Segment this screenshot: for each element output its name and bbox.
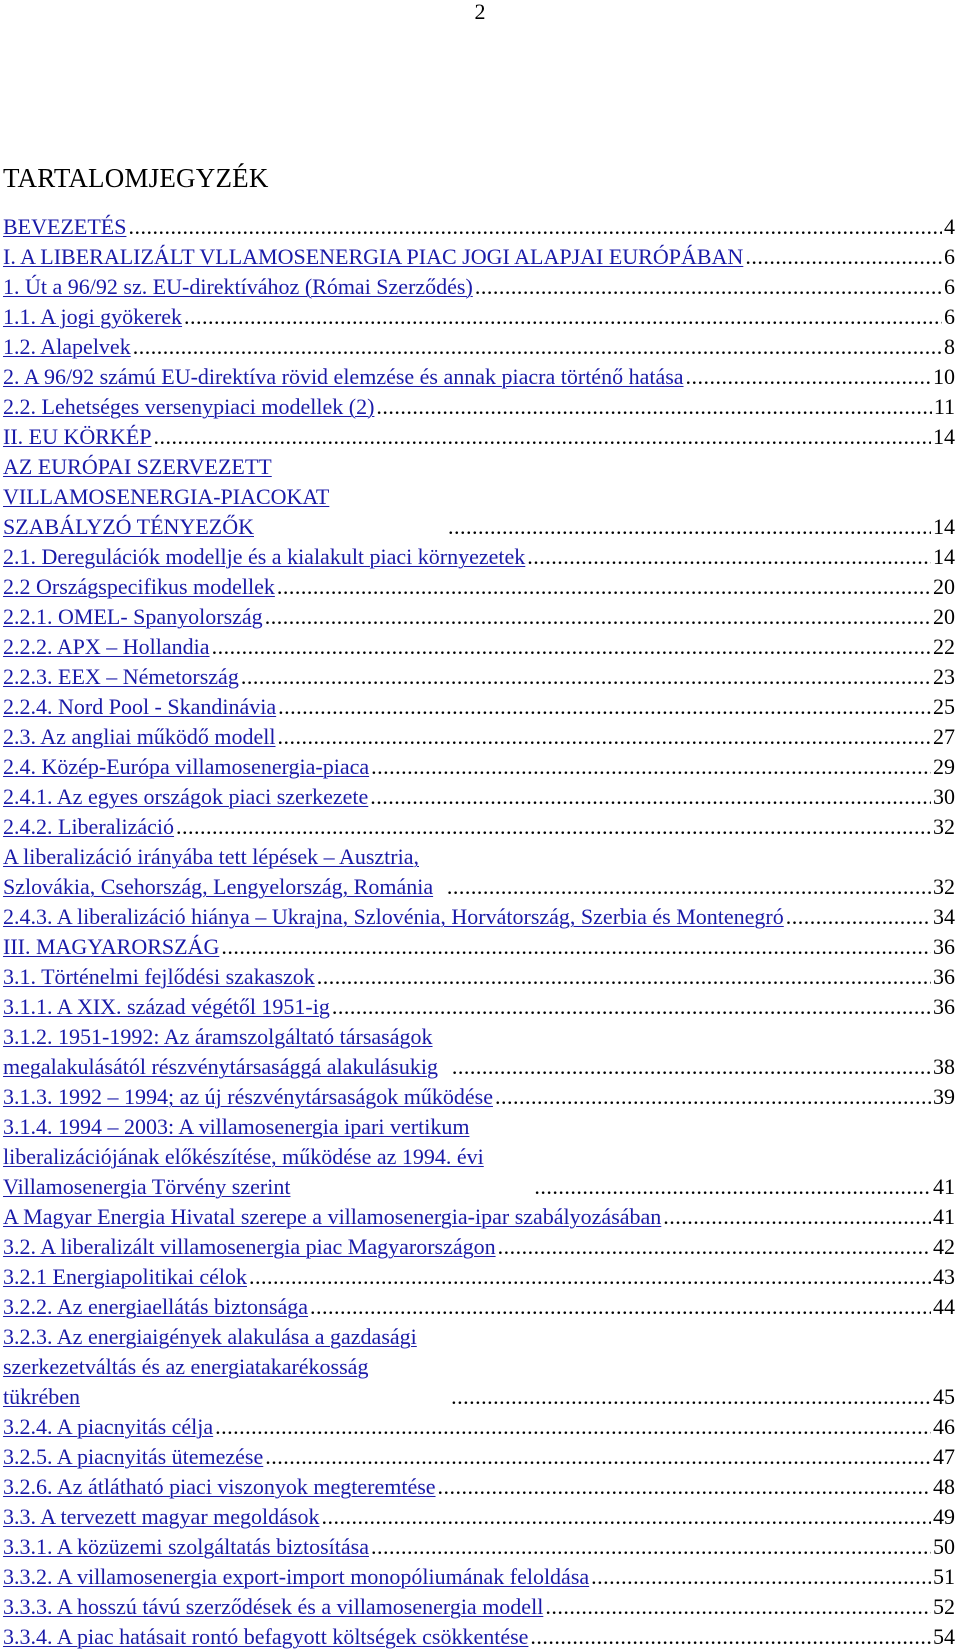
toc-entry — [3, 362, 955, 392]
toc-entry — [3, 722, 955, 752]
toc-entry-link[interactable]: 3.2.2. Az energiaellátás biztonsága — [3, 1294, 309, 1319]
toc-page-number: 32 — [933, 874, 955, 899]
toc-dot-leader — [133, 332, 942, 362]
toc-dot-leader — [530, 1622, 931, 1652]
toc-page-number: 22 — [933, 634, 955, 659]
toc-page-number: 8 — [944, 334, 955, 359]
toc-entry-link[interactable]: A liberalizáció irányába tett lépések – Ausztria, Szlovákia, Csehország, Lengyelország, Románia — [3, 844, 434, 899]
toc-dot-leader — [591, 1562, 931, 1592]
toc-entry-link[interactable]: 3.2.3. Az energiaigények alakulása a gazdasági szerkezetváltás és az energiatakarékosság tükrében — [3, 1324, 417, 1409]
toc-page-number: 11 — [933, 394, 955, 419]
toc-dot-leader — [221, 932, 931, 962]
toc-entry — [3, 572, 955, 602]
toc-entry — [3, 782, 955, 812]
toc-dot-leader — [545, 1592, 931, 1622]
toc-entry — [3, 602, 955, 632]
toc-dot-leader — [686, 362, 931, 392]
toc-entry — [3, 1412, 955, 1442]
toc-entry-link[interactable]: 1.2. Alapelvek — [3, 334, 131, 359]
toc-page-number: 41 — [933, 1204, 955, 1229]
toc-entry-link[interactable]: 2.2.2. APX – Hollandia — [3, 634, 210, 659]
toc-dot-leader — [184, 302, 942, 332]
toc-dot-leader — [310, 1292, 931, 1322]
toc-entry — [3, 1592, 955, 1622]
toc-entry-link[interactable]: 3.2.5. A piacnyitás ütemezése — [3, 1444, 264, 1469]
toc-page-number: 10 — [933, 364, 955, 389]
toc-dot-leader — [438, 1472, 931, 1502]
toc-entry — [3, 392, 955, 422]
toc-entry-link[interactable]: 2.2 Országspecifikus modellek — [3, 574, 275, 599]
toc-page-number: 6 — [944, 304, 955, 329]
toc-entry-link[interactable]: 2.4.2. Liberalizáció — [3, 814, 175, 839]
toc-page-number: 6 — [944, 274, 955, 299]
toc-entry — [3, 1442, 955, 1472]
toc-dot-leader — [241, 662, 931, 692]
toc-entry-link[interactable]: 2.4. Közép-Európa villamosenergia-piaca — [3, 754, 370, 779]
toc-page-number: 6 — [944, 244, 955, 269]
toc-dot-leader — [663, 1202, 931, 1232]
toc-entry-link[interactable]: AZ EURÓPAI SZERVEZETT VILLAMOSENERGIA-PIACOKAT SZABÁLYZÓ TÉNYEZŐK — [3, 454, 330, 539]
toc-entry — [3, 752, 955, 782]
toc-dot-leader — [745, 242, 942, 272]
toc-entry — [3, 1622, 955, 1652]
toc-entry — [3, 1202, 955, 1232]
toc-entry-link[interactable]: 2.1. Deregulációk modellje és a kialakult piaci környezetek — [3, 544, 526, 569]
toc-page-number: 32 — [933, 814, 955, 839]
toc-entry — [3, 542, 955, 572]
toc-dot-leader — [534, 1172, 931, 1202]
toc-page-number: 46 — [933, 1414, 955, 1439]
toc-dot-leader — [277, 572, 931, 602]
toc-entry — [3, 692, 955, 722]
toc-dot-leader — [451, 1382, 931, 1412]
toc-page-number: 36 — [933, 934, 955, 959]
toc-page-number: 14 — [933, 544, 955, 569]
toc-dot-leader — [475, 272, 942, 302]
toc-page-number: 36 — [933, 994, 955, 1019]
toc-page-number: 36 — [933, 964, 955, 989]
toc-page-number: 30 — [933, 784, 955, 809]
toc-page-number: 42 — [933, 1234, 955, 1259]
toc-entry — [3, 842, 955, 902]
toc-entry — [3, 932, 955, 962]
toc-page-number: 38 — [933, 1054, 955, 1079]
toc-dot-leader — [447, 872, 931, 902]
toc-entry — [3, 1292, 955, 1322]
toc-entry — [3, 962, 955, 992]
toc-dot-leader — [376, 392, 931, 422]
toc-entry-link[interactable]: 3.3.3. A hosszú távú szerződések és a villamosenergia modell — [3, 1594, 544, 1619]
toc-dot-leader — [371, 752, 931, 782]
toc-page-number: 50 — [933, 1534, 955, 1559]
toc-entry — [3, 1232, 955, 1262]
toc-entry — [3, 662, 955, 692]
toc-dot-leader — [249, 1262, 931, 1292]
toc-entry-link[interactable]: 3.1.3. 1992 – 1994; az új részvénytársaságok működése — [3, 1084, 493, 1109]
toc-page-number: 41 — [933, 1174, 955, 1199]
toc-entry-link[interactable]: 2.2.1. OMEL- Spanyolország — [3, 604, 263, 629]
toc-entry-link[interactable]: 3.2. A liberalizált villamosenergia piac Magyarországon — [3, 1234, 496, 1259]
toc-entry-link[interactable]: 2.2.3. EEX – Németország — [3, 664, 239, 689]
toc-entry — [3, 1112, 955, 1202]
toc-page-number: 48 — [933, 1474, 955, 1499]
toc-dot-leader — [448, 512, 931, 542]
toc-page-number: 20 — [933, 604, 955, 629]
toc-entry — [3, 1472, 955, 1502]
toc-entry-link[interactable]: 3.3.4. A piac hatásait rontó befagyott költségek csökkentése — [3, 1624, 529, 1649]
toc-dot-leader — [495, 1082, 931, 1112]
toc-page-number: 34 — [933, 904, 955, 929]
toc-entry-link[interactable]: 3.1.4. 1994 – 2003: A villamosenergia ipari vertikum liberalizációjának előkészítése, működése az 1994. évi Villamosenergia Törvény szerint — [3, 1114, 484, 1199]
toc-page-number: 45 — [933, 1384, 955, 1409]
toc-entry — [3, 452, 955, 542]
toc-page-number: 43 — [933, 1264, 955, 1289]
toc-dot-leader — [212, 632, 931, 662]
toc-dot-leader — [321, 1502, 931, 1532]
toc-entry — [3, 272, 955, 302]
toc-page-number: 47 — [933, 1444, 955, 1469]
toc-entry-link[interactable]: 1. Út a 96/92 sz. EU-direktívához (Római Szerződés) — [3, 274, 473, 299]
toc-dot-leader — [452, 1052, 931, 1082]
toc-entry — [3, 1562, 955, 1592]
toc-page-number: 4 — [944, 214, 955, 239]
toc-page-number: 20 — [933, 574, 955, 599]
toc-page-number: 14 — [933, 514, 955, 539]
toc-dot-leader — [176, 812, 931, 842]
toc-page-number: 25 — [933, 694, 955, 719]
toc-entry — [3, 302, 955, 332]
toc-entry — [3, 422, 955, 452]
toc-page-number: 54 — [933, 1624, 955, 1649]
toc-entry — [3, 1082, 955, 1112]
toc-entry-link[interactable]: 2.3. Az angliai működő modell — [3, 724, 276, 749]
toc-page-number: 29 — [933, 754, 955, 779]
toc-page-number: 23 — [933, 664, 955, 689]
toc-entry — [3, 242, 955, 272]
toc-dot-leader — [278, 692, 931, 722]
toc-entry-link[interactable]: 3.2.6. Az átlátható piaci viszonyok megteremtése — [3, 1474, 436, 1499]
page-number: 2 — [474, 0, 486, 24]
toc-page-number: 52 — [933, 1594, 955, 1619]
toc-dot-leader — [128, 212, 942, 242]
toc-dot-leader — [371, 1532, 931, 1562]
toc-entry — [3, 332, 955, 362]
table-of-contents — [3, 212, 955, 1652]
toc-entry-link[interactable]: 3.2.4. A piacnyitás célja — [3, 1414, 214, 1439]
toc-title: TARTALOMJEGYZÉK — [3, 163, 269, 193]
toc-dot-leader — [498, 1232, 931, 1262]
toc-entry-link[interactable]: 3.1. Történelmi fejlődési szakaszok — [3, 964, 315, 989]
toc-dot-leader — [317, 962, 931, 992]
toc-entry-link[interactable]: BEVEZETÉS — [3, 214, 127, 239]
toc-entry — [3, 1262, 955, 1292]
toc-entry-link[interactable]: 3.3.2. A villamosenergia export-import monopóliumának feloldása — [3, 1564, 590, 1589]
toc-page-number: 51 — [933, 1564, 955, 1589]
toc-dot-leader — [786, 902, 931, 932]
toc-dot-leader — [527, 542, 931, 572]
toc-entry-link[interactable]: 2.4.1. Az egyes országok piaci szerkezete — [3, 784, 369, 809]
toc-entry-link[interactable]: 3.1.1. A XIX. század végétől 1951-ig — [3, 994, 330, 1019]
toc-page-number: 27 — [933, 724, 955, 749]
toc-entry-link[interactable]: II. EU KÖRKÉP — [3, 424, 152, 449]
toc-page-number: 44 — [933, 1294, 955, 1319]
toc-dot-leader — [215, 1412, 931, 1442]
toc-dot-leader — [265, 602, 931, 632]
toc-entry-link[interactable]: 2.2. Lehetséges versenypiaci modellek (2) — [3, 394, 375, 419]
toc-entry — [3, 902, 955, 932]
toc-entry-link[interactable]: 3.2.1 Energiapolitikai célok — [3, 1264, 247, 1289]
toc-page-number: 49 — [933, 1504, 955, 1529]
toc-entry-link[interactable]: 2. A 96/92 számú EU-direktíva rövid elemzése és annak piacra történő hatása — [3, 364, 684, 389]
toc-dot-leader — [265, 1442, 931, 1472]
toc-dot-leader — [370, 782, 931, 812]
toc-entry-link[interactable]: 3.3.1. A közüzemi szolgáltatás biztosítása — [3, 1534, 369, 1559]
toc-entry — [3, 1502, 955, 1532]
toc-entry — [3, 1022, 955, 1082]
toc-entry — [3, 212, 955, 242]
toc-entry — [3, 1532, 955, 1562]
toc-entry — [3, 812, 955, 842]
toc-dot-leader — [278, 722, 931, 752]
toc-entry-link[interactable]: 3.3. A tervezett magyar megoldások — [3, 1504, 320, 1529]
toc-page-number: 39 — [933, 1084, 955, 1109]
toc-entry — [3, 1322, 955, 1412]
toc-entry-link[interactable]: 2.2.4. Nord Pool - Skandinávia — [3, 694, 277, 719]
toc-entry-link[interactable]: I. A LIBERALIZÁLT VLLAMOSENERGIA PIAC JOGI ALAPJAI EURÓPÁBAN — [3, 244, 744, 269]
toc-entry-link[interactable]: 1.1. A jogi gyökerek — [3, 304, 183, 329]
toc-entry-link[interactable]: 3.1.2. 1951-1992: Az áramszolgáltató társaságok megalakulásától részvénytársasággá alakulásukig — [3, 1024, 438, 1079]
toc-entry-link[interactable]: 2.4.3. A liberalizáció hiánya – Ukrajna, Szlovénia, Horvátország, Szerbia és Montenegró — [3, 904, 784, 929]
toc-entry — [3, 992, 955, 1022]
toc-dot-leader — [154, 422, 932, 452]
toc-page-number: 14 — [933, 424, 955, 449]
toc-dot-leader — [332, 992, 931, 1022]
toc-entry — [3, 632, 955, 662]
toc-entry-link[interactable]: A Magyar Energia Hivatal szerepe a villamosenergia-ipar szabályozásában — [3, 1204, 662, 1229]
toc-entry-link[interactable]: III. MAGYARORSZÁG — [3, 934, 220, 959]
